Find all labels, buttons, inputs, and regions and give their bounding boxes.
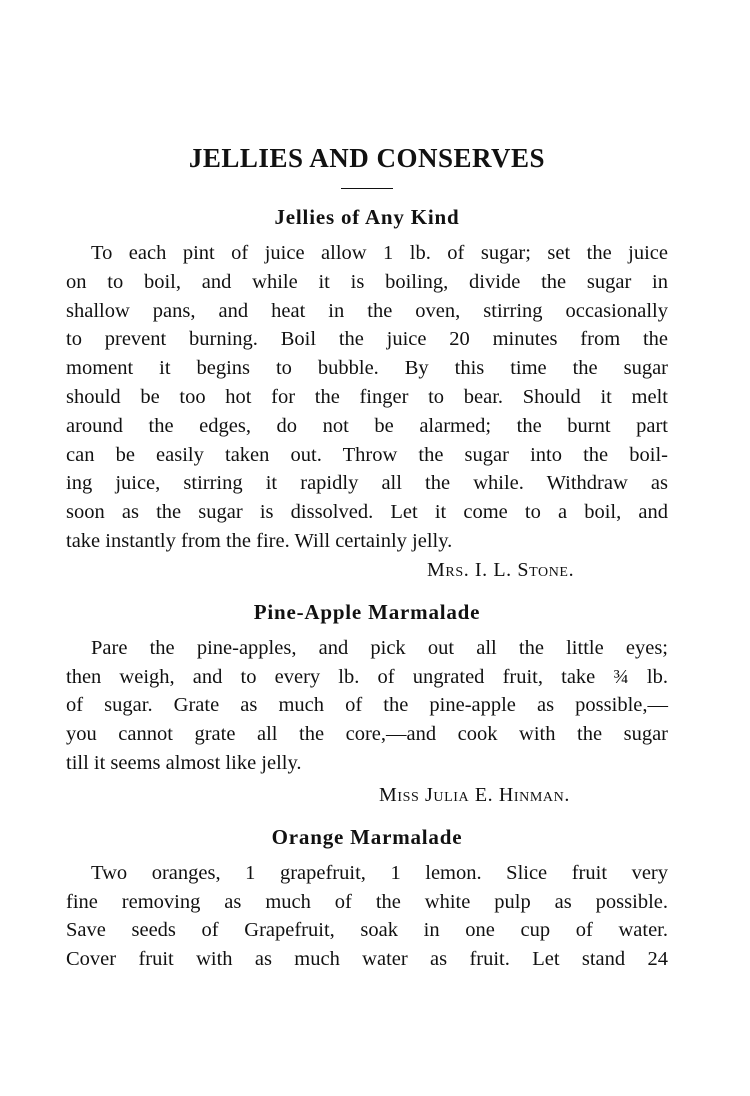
recipe-attribution-jellies: Mrs. I. L. Stone. <box>427 558 575 581</box>
text-line: Save seeds of Grapefruit, soak in one cup of water. <box>66 919 668 942</box>
recipe-heading-jellies: Jellies of Any Kind <box>274 205 460 229</box>
text-line: soon as the sugar is dissolved. Let it come to a boil, and <box>66 501 668 524</box>
text-line: till it seems almost like jelly. <box>66 751 302 774</box>
text-line: moment it begins to bubble. By this time the sugar <box>66 357 668 380</box>
text-line: ing juice, stirring it rapidly all the while. Withdraw as <box>66 472 668 495</box>
text-line: To each pint of juice allow 1 lb. of sugar; set the juice <box>91 242 668 264</box>
text-line: then weigh, and to every lb. of ungrated fruit, take ¾ lb. <box>66 665 668 688</box>
recipe-heading-orange: Orange Marmalade <box>271 824 463 849</box>
recipe-body-jellies <box>66 239 668 556</box>
text-line: take instantly from the fire. Will certainly jelly. <box>66 529 453 552</box>
text-line: shallow pans, and heat in the oven, stirring occasionally <box>66 299 668 322</box>
text-line: you cannot grate all the core,—and cook with the sugar <box>66 723 668 746</box>
page-content <box>66 140 668 974</box>
text-line: should be too hot for the finger to bear. Should it melt <box>66 385 668 408</box>
text-line: on to boil, and while it is boiling, divide the sugar in <box>66 270 668 293</box>
recipe-body-orange <box>66 859 668 974</box>
title-divider <box>341 188 393 189</box>
text-line: around the edges, do not be alarmed; the burnt part <box>66 414 668 437</box>
page-title: JELLIES AND CONSERVES <box>188 143 546 173</box>
text-line: Cover fruit with as much water as fruit. Let stand 24 <box>66 948 668 971</box>
recipe-heading-pineapple: Pine-Apple Marmalade <box>253 599 481 624</box>
text-line: Two oranges, 1 grapefruit, 1 lemon. Slice fruit very <box>91 861 668 884</box>
text-line: to prevent burning. Boil the juice 20 minutes from the <box>66 328 668 351</box>
recipe-body-pineapple <box>66 634 668 778</box>
text-line: Pare the pine-apples, and pick out all the little eyes; <box>91 636 668 659</box>
text-line: of sugar. Grate as much of the pine-apple as possible,— <box>66 694 668 717</box>
text-line: can be easily taken out. Throw the sugar into the boil- <box>66 443 668 466</box>
recipe-attribution-pineapple: Miss Julia E. Hinman. <box>379 783 570 806</box>
text-line: fine removing as much of the white pulp as possible. <box>66 890 668 913</box>
